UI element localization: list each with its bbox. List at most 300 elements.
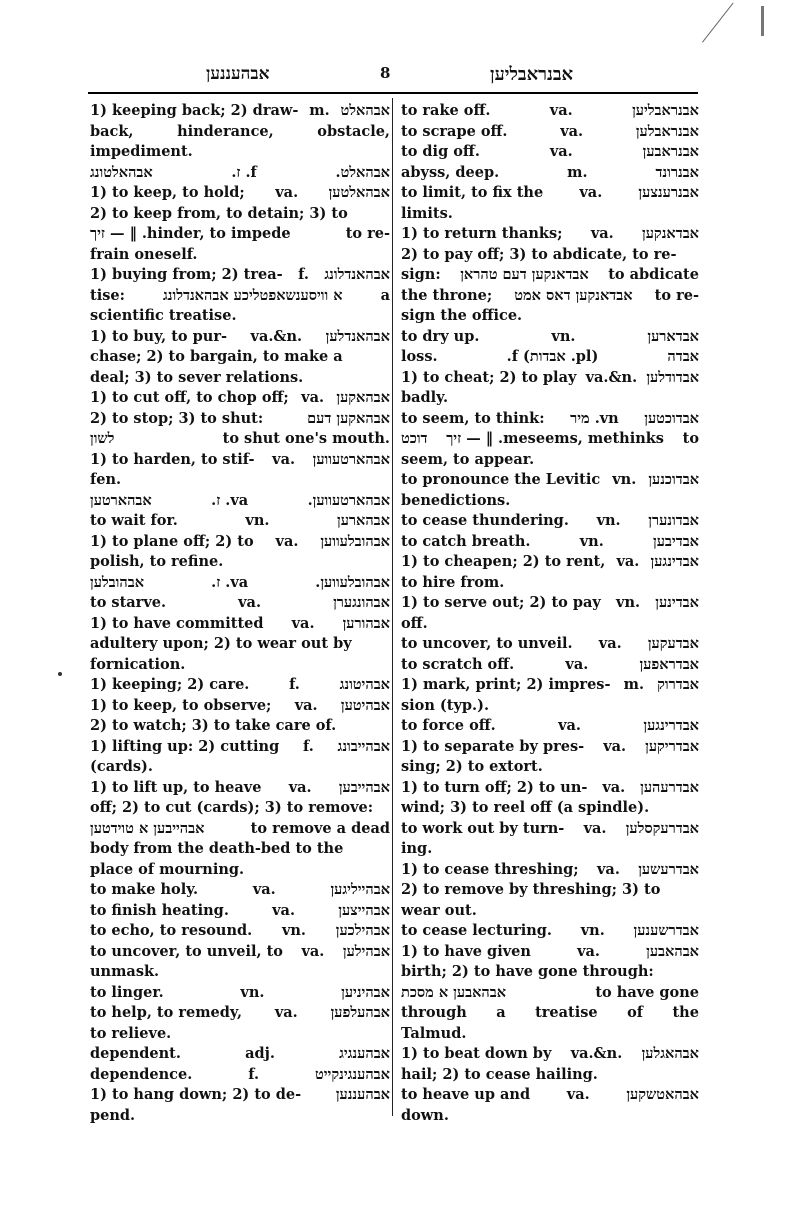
entry-text: to shut one's mouth. — [222, 430, 390, 447]
entry-text: 1) to cease threshing; — [401, 860, 579, 878]
entry-line — [401, 655, 699, 676]
entry-text: benedictions. — [401, 491, 511, 509]
entry-text: off. — [401, 614, 428, 632]
hebrew-text: אבהארטעווען. — [307, 491, 390, 509]
entry-line — [90, 962, 390, 983]
entry-line — [90, 491, 390, 512]
entry-text: polish, to refine. — [90, 553, 224, 570]
entry-text: to — [682, 430, 699, 447]
entry-line — [90, 675, 390, 696]
entry-line — [401, 286, 699, 307]
entry-text: 1) to cheat; 2) to play — [401, 368, 577, 386]
entry-line — [401, 101, 699, 122]
entry-text: to abdicate — [608, 266, 699, 283]
hebrew-text: אבהאבען א מסכת — [401, 983, 507, 1001]
entry-text: va. — [275, 532, 299, 550]
entry-text: va. — [294, 696, 318, 714]
hebrew-text: אבדיבען — [653, 532, 699, 550]
entry-line — [401, 388, 699, 409]
entry-text: body from the death-bed to the — [90, 840, 344, 857]
entry-line — [401, 368, 699, 389]
entry-text: va. — [291, 614, 315, 632]
entry-text: 1) to beat down by — [401, 1045, 552, 1062]
entry-line — [401, 429, 699, 450]
hebrew-text: אבהעלפען — [330, 1004, 390, 1021]
entry-line — [401, 1106, 699, 1127]
entry-text: 2) to watch; 3) to take care of. — [90, 717, 337, 734]
entry-text: va. — [288, 778, 312, 796]
entry-line — [401, 306, 699, 327]
entry-line — [401, 778, 699, 799]
entry-line — [401, 634, 699, 655]
hebrew-text: לשון — [90, 430, 115, 447]
entry-text: to dig off. — [401, 143, 480, 160]
entry-line — [401, 532, 699, 553]
entry-text: to relieve. — [90, 1024, 172, 1042]
hebrew-text: אבהאנדלונג — [324, 266, 390, 283]
entry-text: to re- — [345, 225, 390, 242]
entry-text: 1) to plane off; 2) to — [90, 532, 254, 550]
entry-line — [401, 511, 699, 532]
entry-text: to work out by turn- — [401, 819, 565, 837]
entry-line — [90, 696, 390, 717]
entry-text: f. — [298, 266, 309, 283]
entry-text: va. — [598, 635, 622, 652]
entry-text: vn. — [579, 532, 604, 550]
entry-line — [90, 101, 390, 122]
entry-text: va.&n. — [585, 368, 638, 386]
entry-line — [401, 409, 699, 430]
entry-text: to hire from. — [401, 573, 505, 591]
entry-text: to dry up. — [401, 327, 480, 345]
entry-text: 1) to cut off, to chop off; — [90, 389, 289, 406]
entry-text: vn. — [245, 512, 270, 529]
entry-text: 1) to return thanks; — [401, 225, 563, 242]
entry-line — [90, 798, 390, 819]
column-divider — [392, 98, 393, 1116]
hebrew-text: אבדריקען — [645, 737, 699, 755]
hebrew-text: אבדודלען — [646, 368, 699, 386]
hebrew-text: אבהונגערן — [333, 594, 390, 611]
entry-line — [90, 142, 390, 163]
hebrew-text: אבהייצען — [338, 901, 390, 919]
entry-text: va. — [301, 389, 325, 406]
entry-line — [401, 1044, 699, 1065]
entry-text: va. — [577, 942, 600, 960]
entry-text: va.&n. — [570, 1045, 623, 1062]
entry-line — [90, 470, 390, 491]
entry-text: va. — [566, 1086, 590, 1103]
entry-text: 1) to hang down; 2) to de- — [90, 1086, 302, 1103]
right-column — [401, 101, 699, 1126]
entry-text: ing. — [401, 840, 433, 857]
entry-line — [401, 798, 699, 819]
entry-text: 2) to keep from, to detain; 3) to — [90, 204, 348, 222]
hebrew-text: אבהובלעווען — [320, 532, 390, 550]
hebrew-text: אבדרעקסלען — [625, 819, 699, 837]
hebrew-text: אבהובלעווען. — [315, 573, 390, 591]
entry-text: sign the office. — [401, 307, 523, 324]
entry-line — [90, 245, 390, 266]
entry-text: 1) to keep, to hold; — [90, 184, 245, 201]
entry-text: to cease lecturing. — [401, 922, 552, 939]
entry-line — [90, 1024, 390, 1045]
entry-text: va. — [275, 184, 299, 201]
entry-text: to starve. — [90, 594, 167, 611]
entry-line — [90, 265, 390, 286]
entry-text: off; 2) to cut (cards); 3) to remove: — [90, 799, 374, 816]
entry-text: 1) to harden, to stif- — [90, 450, 255, 468]
entry-line — [90, 757, 390, 778]
entry-text: va. — [272, 450, 296, 468]
hebrew-text: אבדאנקען — [642, 225, 699, 242]
entry-text: through — [401, 1004, 467, 1021]
entry-text: place of mourning. — [90, 860, 245, 878]
entry-text: 1) to serve out; 2) to pay — [401, 594, 601, 611]
entry-line — [90, 1044, 390, 1065]
entry-text: f. — [289, 676, 300, 693]
entry-text: obstacle, — [317, 122, 390, 140]
entry-line — [90, 655, 390, 676]
hebrew-text: אבדרעהען — [640, 778, 699, 796]
hebrew-text: אבהאגלען — [641, 1045, 699, 1062]
entry-text: birth; 2) to have gone through: — [401, 963, 654, 980]
hebrew-text: אבנראבען — [642, 143, 699, 160]
entry-text: 2) to pay off; 3) to abdicate, to re- — [401, 245, 677, 263]
entry-line — [401, 839, 699, 860]
hebrew-text: va. ז. — [211, 491, 249, 509]
entry-line — [401, 450, 699, 471]
entry-text: hinderance, — [177, 122, 274, 140]
hebrew-text: אבהענגיג — [339, 1045, 390, 1062]
hebrew-text: אבנרענצען — [638, 184, 699, 201]
entry-text: to uncover, to unveil, to — [90, 942, 283, 960]
entry-line — [401, 593, 699, 614]
entry-text: loss. — [401, 348, 438, 365]
hebrew-text: אבהיטען — [340, 696, 390, 714]
header-left-headword: אבהעננען — [206, 64, 270, 84]
entry-text: va.&n. — [250, 327, 303, 345]
entry-text: 1) to turn off; 2) to un- — [401, 778, 588, 796]
entry-text: va. — [549, 102, 573, 119]
entry-text: 1) to cheapen; 2) to rent, — [401, 553, 606, 570]
entry-text: 1) mark, print; 2) impres- — [401, 676, 611, 693]
entry-text: m. — [623, 676, 644, 693]
hebrew-text: אבהילען — [342, 942, 390, 960]
entry-text: to finish heating. — [90, 901, 229, 919]
entry-line — [90, 1085, 390, 1106]
entry-line — [401, 163, 699, 184]
entry-line — [90, 819, 390, 840]
hebrew-text: אבדאנקען דעם טהראן — [460, 266, 589, 283]
entry-line — [401, 265, 699, 286]
entry-line — [401, 962, 699, 983]
hebrew-text: אבהאטשקען — [626, 1086, 699, 1103]
entry-line — [90, 429, 390, 450]
entry-text: abyss, deep. — [401, 163, 500, 181]
entry-line — [401, 901, 699, 922]
entry-text: (cards). — [90, 758, 153, 775]
entry-text: to scratch off. — [401, 655, 515, 673]
hebrew-text: אבהארטעווען — [312, 450, 390, 468]
entry-text: 2) to stop; 3) to shut: — [90, 409, 264, 427]
entry-line — [90, 901, 390, 922]
entry-line — [90, 716, 390, 737]
entry-line — [401, 245, 699, 266]
entry-text: badly. — [401, 389, 448, 406]
hebrew-text: אבדראפען — [639, 655, 699, 673]
header-rule — [88, 92, 698, 94]
header-right-headword: אבנראבליען — [490, 64, 574, 85]
entry-line — [90, 880, 390, 901]
entry-text: to wait for. — [90, 512, 178, 529]
hebrew-text: אבנרונד — [655, 163, 699, 181]
entry-text: 1) keeping; 2) care. — [90, 676, 250, 693]
entry-text: va. — [616, 553, 640, 570]
entry-text: the — [672, 1004, 699, 1021]
entry-text: vn. — [612, 471, 637, 488]
hebrew-text: אבהילכען — [335, 922, 390, 939]
hebrew-text: אבהאלט. — [335, 163, 390, 181]
entry-line — [401, 696, 699, 717]
entry-text: va. — [252, 881, 276, 898]
entry-text: unmask. — [90, 963, 160, 980]
entry-line — [90, 183, 390, 204]
entry-text: scientific treatise. — [90, 307, 237, 324]
hebrew-text: אבהורען — [342, 614, 390, 632]
hebrew-text: vn. מיר — [570, 409, 619, 427]
entry-line — [90, 552, 390, 573]
hebrew-text: דוכט — [401, 430, 428, 447]
entry-text: to make holy. — [90, 881, 199, 898]
entry-line — [90, 839, 390, 860]
hebrew-text: אבהעננען — [335, 1086, 390, 1103]
hebrew-text: meseems, methinks. ‖ — זיך — [446, 430, 664, 447]
entry-line — [401, 757, 699, 778]
hebrew-text: אבהענגינקייט — [315, 1065, 390, 1083]
entry-text: 1) keeping back; 2) draw- — [90, 102, 299, 119]
entry-line — [401, 142, 699, 163]
entry-line — [401, 860, 699, 881]
entry-text: chase; 2) to bargain, to make a — [90, 348, 343, 365]
entry-text: seem, to appear. — [401, 450, 535, 468]
entry-text: sing; 2) to extort. — [401, 758, 543, 775]
entry-line — [401, 1024, 699, 1045]
entry-text: m. — [567, 163, 588, 181]
hebrew-text: אבהארען — [337, 512, 390, 529]
entry-text: vn. — [596, 512, 621, 529]
entry-text: va. — [597, 860, 620, 878]
entry-text: vn. — [240, 983, 265, 1001]
hebrew-text: אבנראבלען — [635, 122, 699, 140]
hebrew-text: אבדוכנען — [648, 471, 699, 488]
hebrew-text: אבהאנדלען — [325, 327, 390, 345]
entry-text: sion (typ.). — [401, 696, 490, 714]
entry-text: a — [496, 1004, 506, 1021]
entry-text: va. — [272, 901, 295, 919]
entry-text: fornication. — [90, 655, 186, 673]
entry-text: adultery upon; 2) to wear out by — [90, 635, 352, 652]
entry-text: a — [380, 286, 390, 304]
hebrew-text: אבדונערן — [648, 512, 699, 529]
hebrew-text: אבהייליגען — [330, 881, 390, 898]
entry-text: to force off. — [401, 717, 496, 734]
entry-text: 1) lifting up: 2) cutting — [90, 737, 280, 755]
entry-text: sign: — [401, 266, 441, 283]
entry-line — [401, 716, 699, 737]
entry-text: to cease thundering. — [401, 512, 569, 529]
entry-line — [90, 737, 390, 758]
entry-text: to re- — [654, 286, 699, 304]
entry-text: adj. — [245, 1045, 275, 1062]
entry-line — [90, 122, 390, 143]
entry-line — [90, 614, 390, 635]
entry-text: m. — [309, 102, 330, 119]
hebrew-text: אבדה — [667, 348, 699, 365]
entry-text: wear out. — [401, 901, 477, 919]
hebrew-text: אבדארען — [647, 327, 699, 345]
entry-line — [401, 737, 699, 758]
entry-text: fen. — [90, 471, 122, 488]
left-column — [90, 101, 390, 1126]
entry-text: back, — [90, 122, 134, 140]
entry-line — [90, 224, 390, 245]
entry-line — [90, 368, 390, 389]
entry-text: f. — [303, 737, 314, 755]
entry-text: va. — [583, 819, 607, 837]
entry-text: to uncover, to unveil. — [401, 635, 573, 652]
entry-line — [90, 532, 390, 553]
entry-line — [401, 552, 699, 573]
entry-line — [90, 286, 390, 307]
page-number: 8 — [380, 64, 391, 82]
hebrew-text: אבדינגען — [650, 553, 699, 570]
entry-text: vn. — [580, 922, 605, 939]
entry-text: to linger. — [90, 983, 164, 1001]
hebrew-text: אבהובלען — [90, 573, 145, 591]
hebrew-text: hinder, to impede. ‖ — זיך — [90, 225, 291, 242]
entry-text: va. — [558, 717, 581, 734]
hebrew-text: אבהאלטונג — [90, 163, 153, 181]
hebrew-text: (pl. אבדות) f. — [506, 348, 599, 365]
entry-line — [90, 409, 390, 430]
entry-text: to echo, to resound. — [90, 922, 253, 939]
entry-text: limits. — [401, 204, 453, 222]
entry-text: to pronounce the Levitic — [401, 471, 601, 488]
entry-line — [401, 573, 699, 594]
entry-text: to heave up and — [401, 1086, 531, 1103]
entry-text: dependence. — [90, 1065, 193, 1083]
entry-text: va. — [274, 1004, 298, 1021]
scan-mark — [702, 3, 736, 45]
hebrew-text: אבהיניען — [341, 983, 390, 1001]
entry-text: vn. — [281, 922, 306, 939]
entry-line — [401, 491, 699, 512]
hebrew-text: אבהייבען א טוידטען — [90, 819, 205, 837]
hebrew-text: f. ז. — [231, 163, 257, 181]
hebrew-text: אבדרוק — [657, 676, 699, 693]
entry-line — [401, 1065, 699, 1086]
entry-text: hail; 2) to cease hailing. — [401, 1065, 598, 1083]
entry-line — [401, 1085, 699, 1106]
entry-text: to remove a dead — [250, 819, 390, 837]
entry-text: va. — [565, 655, 589, 673]
entry-line — [90, 778, 390, 799]
entry-line — [401, 122, 699, 143]
entry-text: the throne; — [401, 286, 493, 304]
hebrew-text: אבדרעשען — [638, 860, 699, 878]
entry-line — [90, 1106, 390, 1127]
scan-dot — [58, 672, 62, 676]
entry-line — [401, 347, 699, 368]
entry-line — [401, 983, 699, 1004]
entry-text: f. — [248, 1065, 260, 1083]
entry-text: deal; 3) to sever relations. — [90, 368, 304, 386]
entry-text: va. — [301, 942, 325, 960]
entry-text: va. — [549, 143, 573, 160]
hebrew-text: אבדינען — [655, 594, 699, 611]
entry-text: 1) to keep, to observe; — [90, 696, 272, 714]
entry-line — [90, 942, 390, 963]
entry-text: wind; 3) to reel off (a spindle). — [401, 799, 650, 816]
entry-line — [401, 204, 699, 225]
entry-text: to seem, to think: — [401, 409, 545, 427]
entry-text: va. — [602, 778, 626, 796]
entry-line — [90, 347, 390, 368]
entry-line — [90, 983, 390, 1004]
entry-line — [90, 573, 390, 594]
entry-text: dependent. — [90, 1045, 181, 1062]
entry-line — [90, 450, 390, 471]
hebrew-text: אבהארטען — [90, 491, 152, 509]
entry-text: of — [627, 1004, 644, 1021]
hebrew-text: אבהאלטען — [328, 184, 390, 201]
hebrew-text: אבדעקען — [647, 635, 699, 652]
entry-text: to catch breath. — [401, 532, 531, 550]
entry-text: va. — [560, 122, 584, 140]
entry-text: 1) to buy, to pur- — [90, 327, 227, 345]
entry-text: 1) to have committed — [90, 614, 264, 632]
hebrew-text: אבהייבונג — [337, 737, 390, 755]
entry-line — [90, 204, 390, 225]
entry-line — [90, 593, 390, 614]
entry-line — [90, 921, 390, 942]
entry-text: va. — [603, 737, 627, 755]
entry-text: 2) to remove by threshing; 3) to — [401, 881, 661, 898]
entry-line — [90, 327, 390, 348]
entry-text: 1) to have given — [401, 942, 531, 960]
entry-text: 1) buying from; 2) trea- — [90, 266, 283, 283]
entry-line — [401, 880, 699, 901]
hebrew-text: אבדאנקען דאס אמט — [514, 286, 633, 304]
hebrew-text: va. ז. — [211, 573, 249, 591]
entry-text: va. — [590, 225, 614, 242]
page-header — [88, 64, 698, 86]
entry-text: vn. — [551, 327, 576, 345]
entry-line — [401, 470, 699, 491]
entry-text: to help, to remedy, — [90, 1004, 243, 1021]
entry-line — [90, 163, 390, 184]
hebrew-text: אבנראבליען — [632, 102, 699, 119]
entry-text: to have gone — [595, 983, 699, 1001]
hebrew-text: אבדרינגען — [643, 717, 699, 734]
hebrew-text: א וויסענשאפטליכע אבהאנדלונג — [163, 286, 343, 304]
entry-line — [401, 224, 699, 245]
entry-line — [90, 1003, 390, 1024]
entry-text: tise: — [90, 286, 125, 304]
entry-line — [90, 860, 390, 881]
scan-mark — [761, 6, 764, 36]
